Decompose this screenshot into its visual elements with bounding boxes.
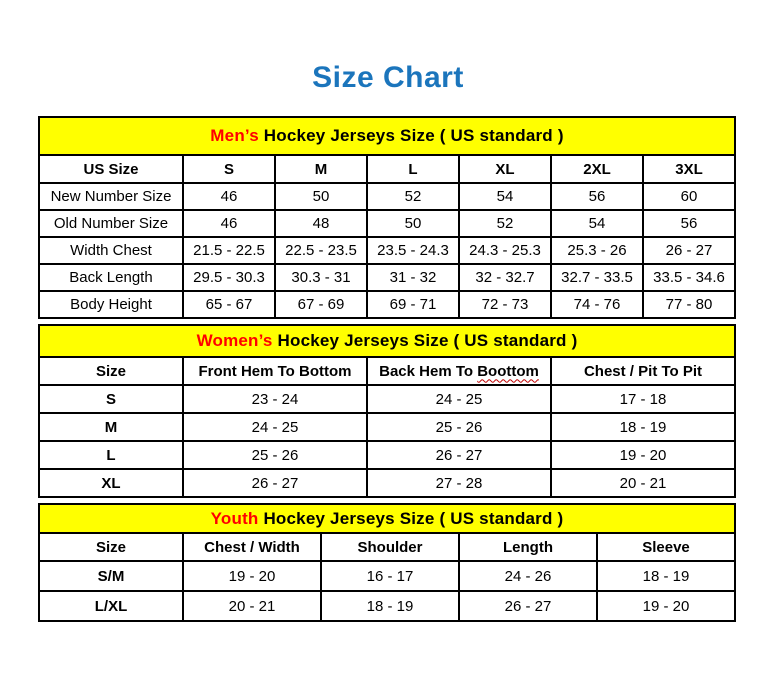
row-label: M: [39, 413, 183, 441]
cell-value: 26 - 27: [183, 469, 367, 497]
youth-size-table: [38, 503, 736, 622]
row-label: L/XL: [39, 591, 183, 621]
mens-section-band: [39, 117, 735, 155]
cell-value: 18 - 19: [597, 561, 735, 591]
cell-value: 25 - 26: [183, 441, 367, 469]
cell-value: 46: [183, 183, 275, 210]
column-header: Size: [39, 533, 183, 561]
cell-value: 22.5 - 23.5: [275, 237, 367, 264]
womens-section-band: [39, 325, 735, 357]
column-header: US Size: [39, 155, 183, 183]
mens-section-title-rest: Hockey Jerseys Size ( US standard ): [258, 126, 564, 145]
cell-value: 60: [643, 183, 735, 210]
cell-value: 24.3 - 25.3: [459, 237, 551, 264]
cell-value: 23.5 - 24.3: [367, 237, 459, 264]
cell-value: 23 - 24: [183, 385, 367, 413]
column-header: L: [367, 155, 459, 183]
cell-value: 50: [275, 183, 367, 210]
table-row: [39, 210, 735, 237]
womens-section-title: [39, 325, 735, 357]
row-label: S/M: [39, 561, 183, 591]
column-header: M: [275, 155, 367, 183]
cell-value: 25.3 - 26: [551, 237, 643, 264]
table-row: [39, 591, 735, 621]
cell-value: 32 - 32.7: [459, 264, 551, 291]
cell-value: 54: [459, 183, 551, 210]
column-header: Chest / Pit To Pit: [551, 357, 735, 385]
cell-value: 48: [275, 210, 367, 237]
youth-section-title-highlight: Youth: [210, 508, 259, 528]
youth-table-body: [39, 561, 735, 621]
cell-value: 77 - 80: [643, 291, 735, 318]
table-row: [39, 413, 735, 441]
womens-column-header-row: [39, 357, 735, 385]
cell-value: 56: [643, 210, 735, 237]
mens-section-title-highlight: Men’s: [210, 126, 259, 145]
cell-value: 26 - 27: [367, 441, 551, 469]
cell-value: 30.3 - 31: [275, 264, 367, 291]
mens-table-body: [39, 183, 735, 318]
table-row: [39, 291, 735, 318]
mens-size-table: [38, 116, 736, 319]
column-header: 2XL: [551, 155, 643, 183]
column-header: Shoulder: [321, 533, 459, 561]
youth-section-title-rest: Hockey Jerseys Size ( US standard ): [258, 508, 564, 528]
cell-value: 54: [551, 210, 643, 237]
table-row: [39, 183, 735, 210]
row-label: S: [39, 385, 183, 413]
cell-value: 65 - 67: [183, 291, 275, 318]
cell-value: 16 - 17: [321, 561, 459, 591]
mens-section-title: [39, 117, 735, 155]
youth-section-band: [39, 504, 735, 533]
cell-value: 18 - 19: [551, 413, 735, 441]
size-chart-tables: [38, 116, 736, 622]
column-header: Sleeve: [597, 533, 735, 561]
womens-table-body: [39, 385, 735, 497]
cell-value: 25 - 26: [367, 413, 551, 441]
womens-section-title-rest: Hockey Jerseys Size ( US standard ): [272, 331, 578, 350]
cell-value: 56: [551, 183, 643, 210]
cell-value: 31 - 32: [367, 264, 459, 291]
cell-value: 46: [183, 210, 275, 237]
column-header: XL: [459, 155, 551, 183]
table-row: [39, 441, 735, 469]
row-label: Width Chest: [39, 237, 183, 264]
row-label: Body Height: [39, 291, 183, 318]
cell-value: 24 - 26: [459, 561, 597, 591]
cell-value: 32.7 - 33.5: [551, 264, 643, 291]
cell-value: 52: [367, 183, 459, 210]
cell-value: 20 - 21: [183, 591, 321, 621]
row-label: Back Length: [39, 264, 183, 291]
column-header: 3XL: [643, 155, 735, 183]
row-label: XL: [39, 469, 183, 497]
mens-column-header-row: [39, 155, 735, 183]
column-header: Size: [39, 357, 183, 385]
column-header: S: [183, 155, 275, 183]
table-row: [39, 237, 735, 264]
table-row: [39, 385, 735, 413]
cell-value: 20 - 21: [551, 469, 735, 497]
cell-value: 52: [459, 210, 551, 237]
cell-value: 21.5 - 22.5: [183, 237, 275, 264]
table-row: [39, 469, 735, 497]
cell-value: 24 - 25: [183, 413, 367, 441]
row-label: L: [39, 441, 183, 469]
cell-value: 24 - 25: [367, 385, 551, 413]
cell-value: 29.5 - 30.3: [183, 264, 275, 291]
youth-section-title: [39, 504, 735, 533]
cell-value: 19 - 20: [551, 441, 735, 469]
row-label: New Number Size: [39, 183, 183, 210]
womens-size-table: [38, 324, 736, 498]
column-header: Length: [459, 533, 597, 561]
column-header: Front Hem To Bottom: [183, 357, 367, 385]
cell-value: 19 - 20: [597, 591, 735, 621]
misspelled-word: Boottom: [477, 362, 539, 380]
cell-value: 33.5 - 34.6: [643, 264, 735, 291]
cell-value: 19 - 20: [183, 561, 321, 591]
cell-value: 26 - 27: [459, 591, 597, 621]
column-header: Chest / Width: [183, 533, 321, 561]
womens-section-title-highlight: Women’s: [196, 331, 273, 350]
table-row: [39, 264, 735, 291]
cell-value: 17 - 18: [551, 385, 735, 413]
youth-column-header-row: [39, 533, 735, 561]
cell-value: 18 - 19: [321, 591, 459, 621]
column-header: Back Hem To Boottom: [367, 357, 551, 385]
cell-value: 27 - 28: [367, 469, 551, 497]
cell-value: 50: [367, 210, 459, 237]
table-row: [39, 561, 735, 591]
page-title: Size Chart: [312, 61, 464, 94]
cell-value: 72 - 73: [459, 291, 551, 318]
cell-value: 69 - 71: [367, 291, 459, 318]
cell-value: 26 - 27: [643, 237, 735, 264]
row-label: Old Number Size: [39, 210, 183, 237]
cell-value: 74 - 76: [551, 291, 643, 318]
cell-value: 67 - 69: [275, 291, 367, 318]
